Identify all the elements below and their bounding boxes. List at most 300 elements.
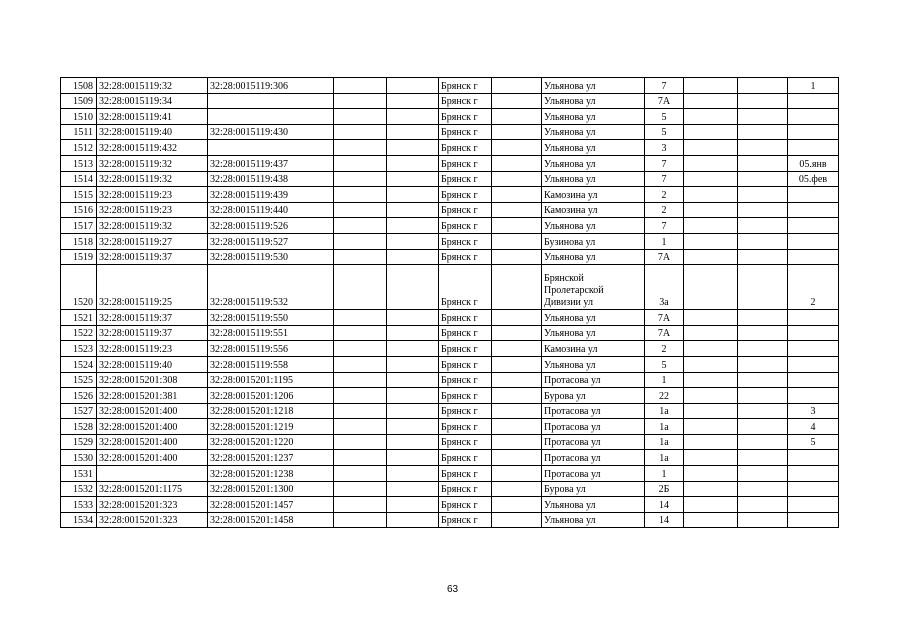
page-number: 63 <box>446 584 459 595</box>
table-row <box>61 218 839 234</box>
empty-cell <box>387 202 439 218</box>
empty-cell <box>738 310 788 326</box>
cadastral-number-cell: 32:28:0015119:32 <box>97 171 208 187</box>
city-cell: Брянск г <box>439 218 492 234</box>
apartment-cell: 1 <box>788 78 839 94</box>
empty-cell <box>492 325 542 341</box>
table-row <box>61 450 839 466</box>
empty-cell <box>334 218 387 234</box>
empty-cell <box>387 388 439 404</box>
street-cell: Брянской Пролетарской Дивизии ул <box>542 265 645 310</box>
street-cell: Ульянова ул <box>542 93 645 109</box>
object-cadastral-number-cell: 32:28:0015119:530 <box>208 249 334 265</box>
empty-cell <box>334 388 387 404</box>
house-number-cell: 1а <box>645 434 684 450</box>
house-number-cell: 1 <box>645 233 684 249</box>
cadastral-number-cell: 32:28:0015119:40 <box>97 356 208 372</box>
apartment-cell: 4 <box>788 419 839 435</box>
city-cell: Брянск г <box>439 140 492 156</box>
empty-cell <box>684 187 738 203</box>
empty-cell <box>387 419 439 435</box>
object-cadastral-number-cell <box>208 109 334 125</box>
house-number-cell: 7А <box>645 325 684 341</box>
empty-cell <box>684 356 738 372</box>
city-cell: Брянск г <box>439 481 492 497</box>
apartment-cell <box>788 187 839 203</box>
row-number-cell: 1527 <box>61 403 97 419</box>
table-row <box>61 124 839 140</box>
empty-cell <box>387 124 439 140</box>
city-cell: Брянск г <box>439 497 492 513</box>
apartment-cell: 5 <box>788 434 839 450</box>
empty-cell <box>334 171 387 187</box>
empty-cell <box>334 481 387 497</box>
house-number-cell: 1 <box>645 466 684 482</box>
empty-cell <box>684 171 738 187</box>
cadastral-number-cell: 32:28:0015201:400 <box>97 434 208 450</box>
empty-cell <box>492 512 542 528</box>
empty-cell <box>684 372 738 388</box>
cadastral-number-cell: 32:28:0015119:41 <box>97 109 208 125</box>
apartment-cell <box>788 497 839 513</box>
city-cell: Брянск г <box>439 124 492 140</box>
empty-cell <box>334 497 387 513</box>
empty-cell <box>334 233 387 249</box>
row-number-cell: 1511 <box>61 124 97 140</box>
empty-cell <box>387 249 439 265</box>
empty-cell <box>684 265 738 310</box>
empty-cell <box>738 155 788 171</box>
city-cell: Брянск г <box>439 388 492 404</box>
city-cell: Брянск г <box>439 78 492 94</box>
row-number-cell: 1529 <box>61 434 97 450</box>
city-cell: Брянск г <box>439 109 492 125</box>
cadastral-number-cell: 32:28:0015119:32 <box>97 155 208 171</box>
city-cell: Брянск г <box>439 341 492 357</box>
empty-cell <box>334 187 387 203</box>
empty-cell <box>387 356 439 372</box>
city-cell: Брянск г <box>439 187 492 203</box>
house-number-cell: 2Б <box>645 481 684 497</box>
empty-cell <box>738 466 788 482</box>
house-number-cell: 7А <box>645 93 684 109</box>
empty-cell <box>334 403 387 419</box>
house-number-cell: 7 <box>645 78 684 94</box>
object-cadastral-number-cell: 32:28:0015119:550 <box>208 310 334 326</box>
house-number-cell: 1а <box>645 419 684 435</box>
row-number-cell: 1515 <box>61 187 97 203</box>
empty-cell <box>738 93 788 109</box>
empty-cell <box>387 93 439 109</box>
house-number-cell: 3а <box>645 265 684 310</box>
object-cadastral-number-cell: 32:28:0015201:1195 <box>208 372 334 388</box>
row-number-cell: 1509 <box>61 93 97 109</box>
table-row <box>61 202 839 218</box>
table-row <box>61 434 839 450</box>
empty-cell <box>334 419 387 435</box>
empty-cell <box>684 481 738 497</box>
apartment-cell <box>788 218 839 234</box>
street-cell: Ульянова ул <box>542 124 645 140</box>
cadastral-number-cell: 32:28:0015201:400 <box>97 403 208 419</box>
empty-cell <box>684 325 738 341</box>
empty-cell <box>738 372 788 388</box>
table-row <box>61 372 839 388</box>
empty-cell <box>492 466 542 482</box>
empty-cell <box>492 187 542 203</box>
empty-cell <box>492 450 542 466</box>
empty-cell <box>738 325 788 341</box>
empty-cell <box>738 233 788 249</box>
table-row <box>61 497 839 513</box>
row-number-cell: 1530 <box>61 450 97 466</box>
city-cell: Брянск г <box>439 171 492 187</box>
apartment-cell <box>788 325 839 341</box>
row-number-cell: 1513 <box>61 155 97 171</box>
table-row <box>61 325 839 341</box>
empty-cell <box>684 497 738 513</box>
city-cell: Брянск г <box>439 265 492 310</box>
row-number-cell: 1531 <box>61 466 97 482</box>
cadastral-number-cell: 32:28:0015119:32 <box>97 78 208 94</box>
apartment-cell <box>788 481 839 497</box>
cadastral-number-cell: 32:28:0015201:400 <box>97 419 208 435</box>
object-cadastral-number-cell: 32:28:0015201:1458 <box>208 512 334 528</box>
house-number-cell: 5 <box>645 124 684 140</box>
empty-cell <box>387 325 439 341</box>
empty-cell <box>492 249 542 265</box>
empty-cell <box>334 124 387 140</box>
table-row <box>61 512 839 528</box>
table-row <box>61 171 839 187</box>
street-cell: Ульянова ул <box>542 78 645 94</box>
empty-cell <box>684 140 738 156</box>
empty-cell <box>738 265 788 310</box>
apartment-cell <box>788 310 839 326</box>
empty-cell <box>684 233 738 249</box>
street-cell: Бузинова ул <box>542 233 645 249</box>
empty-cell <box>492 155 542 171</box>
street-cell: Ульянова ул <box>542 512 645 528</box>
row-number-cell: 1508 <box>61 78 97 94</box>
empty-cell <box>738 78 788 94</box>
street-cell: Бурова ул <box>542 388 645 404</box>
cadastral-number-cell: 32:28:0015119:27 <box>97 233 208 249</box>
apartment-cell: 05.янв <box>788 155 839 171</box>
empty-cell <box>684 403 738 419</box>
empty-cell <box>738 419 788 435</box>
cadastral-number-cell: 32:28:0015201:381 <box>97 388 208 404</box>
street-cell: Протасова ул <box>542 403 645 419</box>
apartment-cell <box>788 233 839 249</box>
row-number-cell: 1534 <box>61 512 97 528</box>
object-cadastral-number-cell: 32:28:0015119:438 <box>208 171 334 187</box>
empty-cell <box>334 202 387 218</box>
cadastral-number-cell <box>97 466 208 482</box>
empty-cell <box>684 419 738 435</box>
empty-cell <box>684 109 738 125</box>
empty-cell <box>334 434 387 450</box>
empty-cell <box>492 140 542 156</box>
cadastral-number-cell: 32:28:0015119:34 <box>97 93 208 109</box>
city-cell: Брянск г <box>439 93 492 109</box>
row-number-cell: 1522 <box>61 325 97 341</box>
cadastral-number-cell: 32:28:0015119:23 <box>97 202 208 218</box>
object-cadastral-number-cell: 32:28:0015119:526 <box>208 218 334 234</box>
empty-cell <box>492 109 542 125</box>
row-number-cell: 1516 <box>61 202 97 218</box>
row-number-cell: 1518 <box>61 233 97 249</box>
empty-cell <box>738 497 788 513</box>
empty-cell <box>334 109 387 125</box>
street-cell: Ульянова ул <box>542 171 645 187</box>
table-row <box>61 249 839 265</box>
empty-cell <box>334 325 387 341</box>
house-number-cell: 22 <box>645 388 684 404</box>
row-number-cell: 1517 <box>61 218 97 234</box>
apartment-cell <box>788 388 839 404</box>
apartment-cell <box>788 109 839 125</box>
table-row <box>61 341 839 357</box>
empty-cell <box>684 466 738 482</box>
empty-cell <box>387 265 439 310</box>
street-cell: Камозина ул <box>542 341 645 357</box>
table-row <box>61 481 839 497</box>
empty-cell <box>738 341 788 357</box>
cadastral-number-cell: 32:28:0015119:37 <box>97 310 208 326</box>
apartment-cell <box>788 341 839 357</box>
empty-cell <box>492 218 542 234</box>
empty-cell <box>738 249 788 265</box>
empty-cell <box>738 403 788 419</box>
empty-cell <box>387 512 439 528</box>
empty-cell <box>492 265 542 310</box>
house-number-cell: 3 <box>645 140 684 156</box>
empty-cell <box>387 218 439 234</box>
cadastral-number-cell: 32:28:0015201:323 <box>97 497 208 513</box>
cadastral-number-cell: 32:28:0015119:23 <box>97 341 208 357</box>
empty-cell <box>387 481 439 497</box>
street-cell: Протасова ул <box>542 434 645 450</box>
house-number-cell: 5 <box>645 109 684 125</box>
row-number-cell: 1526 <box>61 388 97 404</box>
house-number-cell: 7 <box>645 155 684 171</box>
empty-cell <box>684 249 738 265</box>
empty-cell <box>387 466 439 482</box>
object-cadastral-number-cell: 32:28:0015119:551 <box>208 325 334 341</box>
empty-cell <box>738 109 788 125</box>
empty-cell <box>684 450 738 466</box>
empty-cell <box>492 233 542 249</box>
city-cell: Брянск г <box>439 434 492 450</box>
table-row <box>61 419 839 435</box>
city-cell: Брянск г <box>439 325 492 341</box>
empty-cell <box>387 497 439 513</box>
empty-cell <box>738 481 788 497</box>
object-cadastral-number-cell: 32:28:0015201:1237 <box>208 450 334 466</box>
street-cell: Ульянова ул <box>542 356 645 372</box>
table-row <box>61 466 839 482</box>
apartment-cell <box>788 93 839 109</box>
empty-cell <box>334 512 387 528</box>
empty-cell <box>684 218 738 234</box>
empty-cell <box>492 124 542 140</box>
city-cell: Брянск г <box>439 310 492 326</box>
city-cell: Брянск г <box>439 466 492 482</box>
object-cadastral-number-cell: 32:28:0015201:1206 <box>208 388 334 404</box>
empty-cell <box>334 310 387 326</box>
city-cell: Брянск г <box>439 372 492 388</box>
table-row <box>61 109 839 125</box>
empty-cell <box>684 202 738 218</box>
street-cell: Ульянова ул <box>542 109 645 125</box>
street-cell: Протасова ул <box>542 419 645 435</box>
cadastral-number-cell: 32:28:0015201:323 <box>97 512 208 528</box>
city-cell: Брянск г <box>439 419 492 435</box>
city-cell: Брянск г <box>439 202 492 218</box>
empty-cell <box>738 140 788 156</box>
row-number-cell: 1524 <box>61 356 97 372</box>
cadastral-number-cell: 32:28:0015119:37 <box>97 325 208 341</box>
empty-cell <box>492 93 542 109</box>
property-table <box>60 77 839 528</box>
empty-cell <box>492 481 542 497</box>
street-cell: Протасова ул <box>542 450 645 466</box>
object-cadastral-number-cell: 32:28:0015119:527 <box>208 233 334 249</box>
empty-cell <box>684 388 738 404</box>
house-number-cell: 5 <box>645 356 684 372</box>
city-cell: Брянск г <box>439 403 492 419</box>
house-number-cell: 7 <box>645 171 684 187</box>
street-cell: Ульянова ул <box>542 218 645 234</box>
empty-cell <box>387 109 439 125</box>
empty-cell <box>492 341 542 357</box>
empty-cell <box>492 434 542 450</box>
empty-cell <box>738 450 788 466</box>
apartment-cell <box>788 450 839 466</box>
cadastral-number-cell: 32:28:0015119:25 <box>97 265 208 310</box>
empty-cell <box>387 310 439 326</box>
empty-cell <box>492 356 542 372</box>
table-row <box>61 93 839 109</box>
table-row <box>61 265 839 310</box>
row-number-cell: 1521 <box>61 310 97 326</box>
empty-cell <box>334 93 387 109</box>
empty-cell <box>387 372 439 388</box>
empty-cell <box>334 249 387 265</box>
house-number-cell: 7 <box>645 218 684 234</box>
row-number-cell: 1514 <box>61 171 97 187</box>
empty-cell <box>492 78 542 94</box>
city-cell: Брянск г <box>439 450 492 466</box>
empty-cell <box>738 356 788 372</box>
object-cadastral-number-cell: 32:28:0015201:1238 <box>208 466 334 482</box>
city-cell: Брянск г <box>439 155 492 171</box>
empty-cell <box>492 388 542 404</box>
street-cell: Протасова ул <box>542 466 645 482</box>
city-cell: Брянск г <box>439 249 492 265</box>
object-cadastral-number-cell: 32:28:0015119:430 <box>208 124 334 140</box>
row-number-cell: 1528 <box>61 419 97 435</box>
street-cell: Протасова ул <box>542 372 645 388</box>
cadastral-number-cell: 32:28:0015201:400 <box>97 450 208 466</box>
empty-cell <box>738 512 788 528</box>
apartment-cell <box>788 356 839 372</box>
empty-cell <box>738 388 788 404</box>
row-number-cell: 1512 <box>61 140 97 156</box>
empty-cell <box>738 202 788 218</box>
street-cell: Ульянова ул <box>542 497 645 513</box>
apartment-cell: 3 <box>788 403 839 419</box>
row-number-cell: 1519 <box>61 249 97 265</box>
empty-cell <box>334 372 387 388</box>
empty-cell <box>334 140 387 156</box>
cadastral-number-cell: 32:28:0015119:23 <box>97 187 208 203</box>
street-cell: Ульянова ул <box>542 325 645 341</box>
house-number-cell: 2 <box>645 341 684 357</box>
object-cadastral-number-cell: 32:28:0015201:1220 <box>208 434 334 450</box>
table-row <box>61 310 839 326</box>
row-number-cell: 1523 <box>61 341 97 357</box>
empty-cell <box>492 419 542 435</box>
empty-cell <box>684 341 738 357</box>
house-number-cell: 1а <box>645 450 684 466</box>
empty-cell <box>738 434 788 450</box>
apartment-cell: 2 <box>788 265 839 310</box>
street-cell: Ульянова ул <box>542 310 645 326</box>
table-row <box>61 78 839 94</box>
empty-cell <box>738 187 788 203</box>
empty-cell <box>334 466 387 482</box>
empty-cell <box>738 218 788 234</box>
empty-cell <box>492 403 542 419</box>
street-cell: Ульянова ул <box>542 140 645 156</box>
house-number-cell: 14 <box>645 497 684 513</box>
apartment-cell <box>788 466 839 482</box>
object-cadastral-number-cell: 32:28:0015119:558 <box>208 356 334 372</box>
empty-cell <box>684 78 738 94</box>
empty-cell <box>334 155 387 171</box>
table-row <box>61 155 839 171</box>
empty-cell <box>387 155 439 171</box>
empty-cell <box>387 341 439 357</box>
empty-cell <box>387 171 439 187</box>
empty-cell <box>387 450 439 466</box>
object-cadastral-number-cell <box>208 93 334 109</box>
empty-cell <box>738 124 788 140</box>
empty-cell <box>492 171 542 187</box>
object-cadastral-number-cell <box>208 140 334 156</box>
object-cadastral-number-cell: 32:28:0015119:556 <box>208 341 334 357</box>
apartment-cell: 05.фев <box>788 171 839 187</box>
cadastral-number-cell: 32:28:0015119:37 <box>97 249 208 265</box>
city-cell: Брянск г <box>439 356 492 372</box>
apartment-cell <box>788 512 839 528</box>
empty-cell <box>684 124 738 140</box>
empty-cell <box>738 171 788 187</box>
house-number-cell: 1 <box>645 372 684 388</box>
empty-cell <box>492 310 542 326</box>
empty-cell <box>334 450 387 466</box>
empty-cell <box>387 78 439 94</box>
object-cadastral-number-cell: 32:28:0015119:440 <box>208 202 334 218</box>
cadastral-number-cell: 32:28:0015119:432 <box>97 140 208 156</box>
object-cadastral-number-cell: 32:28:0015201:1457 <box>208 497 334 513</box>
row-number-cell: 1510 <box>61 109 97 125</box>
empty-cell <box>334 341 387 357</box>
apartment-cell <box>788 140 839 156</box>
object-cadastral-number-cell: 32:28:0015119:439 <box>208 187 334 203</box>
